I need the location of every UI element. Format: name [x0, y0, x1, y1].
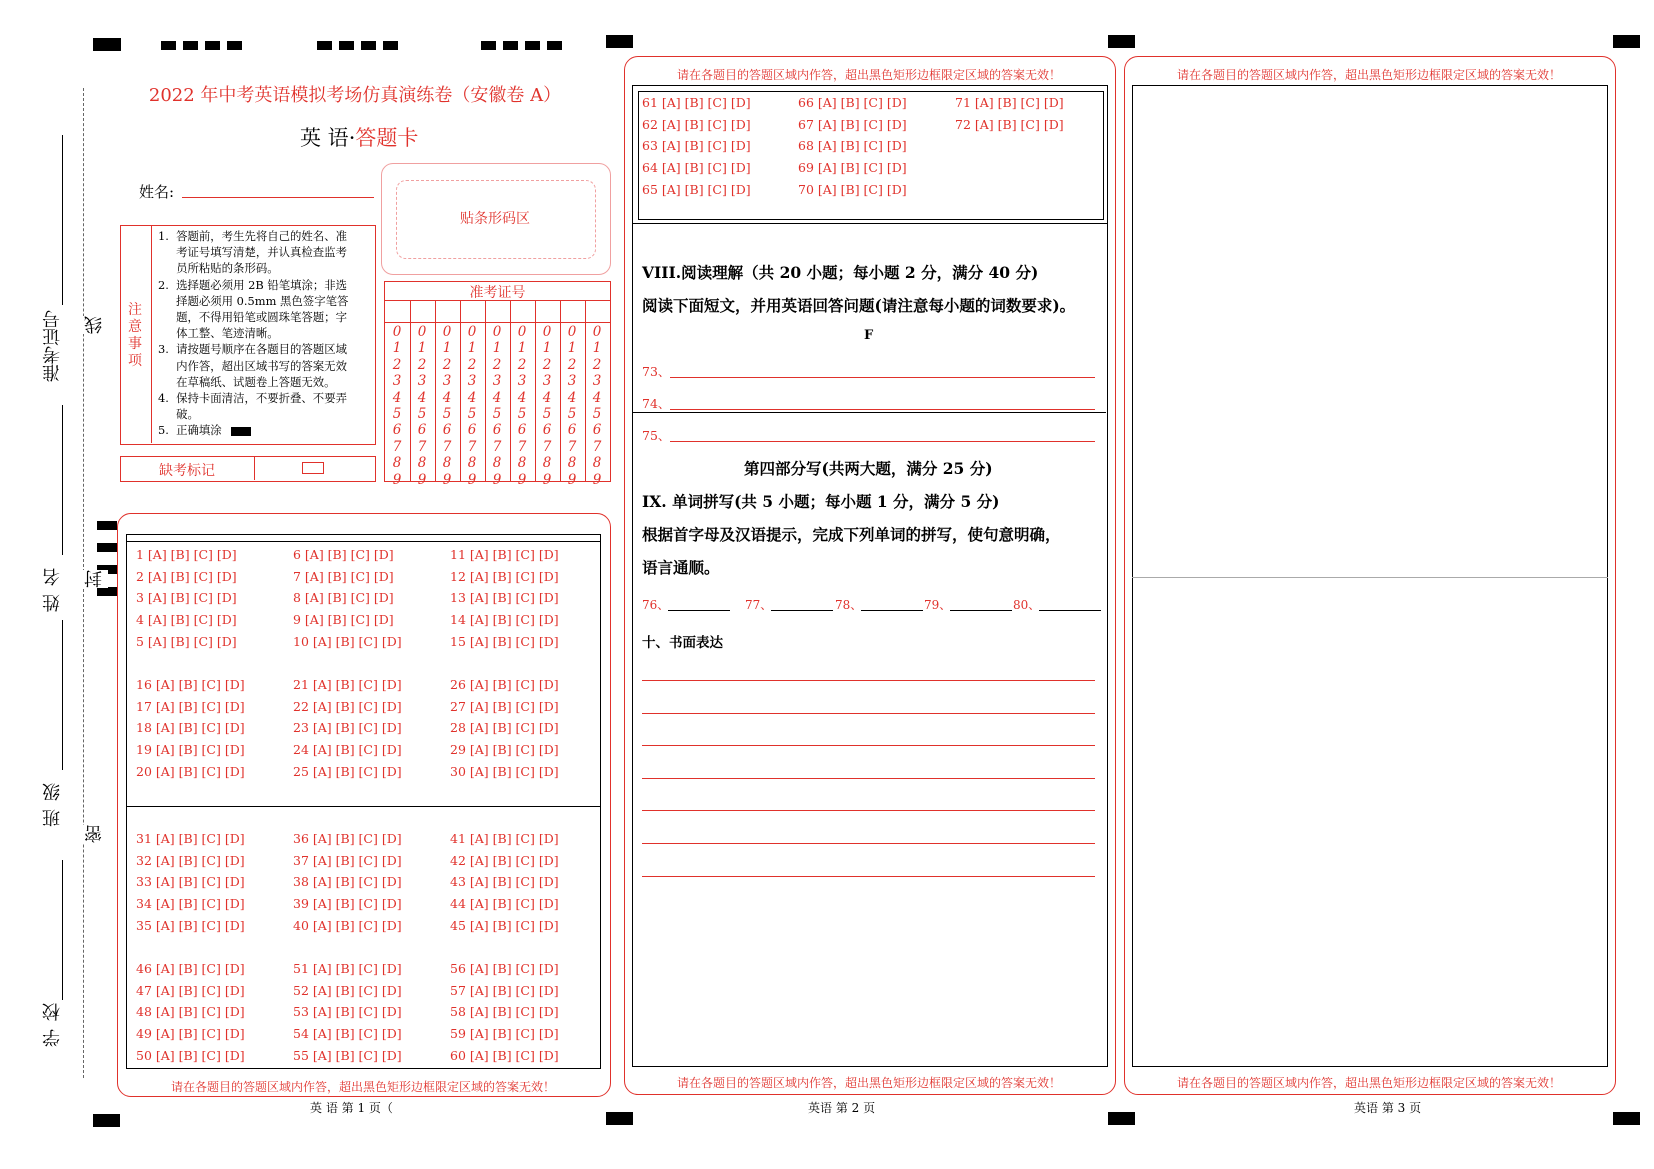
exam-id-digit[interactable]: 3 — [467, 373, 477, 390]
choice-question[interactable]: 53 [A] [B] [C] [D] — [293, 1004, 402, 1020]
exam-id-digit[interactable]: 8 — [517, 455, 527, 472]
choice-question[interactable]: 25 [A] [B] [C] [D] — [293, 763, 402, 779]
side-label-name: 姓名 — [42, 560, 63, 612]
exam-id-digit[interactable]: 7 — [417, 438, 427, 455]
timing-mark — [547, 41, 562, 50]
choice-question[interactable]: 27 [A] [B] [C] [D] — [450, 698, 559, 714]
exam-id-grid[interactable] — [385, 300, 610, 488]
part4-title: 第四部分写(共两大题，满分 25 分) — [744, 459, 993, 478]
exam-id-digit[interactable]: 3 — [417, 373, 427, 390]
exam-id-digit[interactable]: 5 — [567, 406, 577, 423]
name-underline — [62, 405, 63, 555]
q75-label: 75、 — [642, 428, 671, 443]
timing-mark — [1613, 35, 1640, 48]
exam-id-digit[interactable]: 1 — [392, 340, 402, 357]
exam-id-digit[interactable]: 4 — [567, 389, 577, 406]
choice-question[interactable]: 37 [A] [B] [C] [D] — [293, 852, 402, 868]
exam-id-digit[interactable]: 7 — [492, 438, 502, 455]
exam-id-digit[interactable]: 2 — [567, 356, 577, 373]
exam-id-digit[interactable]: 4 — [467, 389, 477, 406]
exam-id-digit[interactable]: 2 — [442, 356, 452, 373]
absent-checkbox[interactable] — [302, 462, 324, 474]
q73-label: 73、 — [642, 364, 671, 379]
choice-question[interactable]: 23 [A] [B] [C] [D] — [293, 720, 402, 736]
writing-line[interactable] — [642, 843, 1095, 844]
side-label-secret: 密 — [82, 825, 108, 843]
exam-id-digit[interactable]: 3 — [592, 373, 602, 390]
class-underline — [62, 620, 63, 770]
warning-page1: 请在各题目的答题区域内作答，超出黑色矩形边框限定区域的答案无效！ — [170, 1080, 555, 1094]
choice-question[interactable]: 34 [A] [B] [C] [D] — [136, 896, 245, 912]
page-title: 2022 年中考英语模拟考场仿真演练卷（安徽卷 A） — [148, 85, 562, 106]
exam-id-digit[interactable]: 1 — [467, 340, 477, 357]
absent-divider — [254, 456, 255, 480]
note-line: 2. 选择题必须用 2B 铅笔填涂；非选 — [158, 277, 348, 292]
exam-id-digit[interactable]: 0 — [442, 324, 452, 340]
page3-divider — [1132, 577, 1608, 578]
exam-id-column-divider — [585, 300, 586, 481]
choice-question[interactable]: 16 [A] [B] [C] [D] — [136, 677, 245, 692]
choice-question[interactable]: 6 [A] [B] [C] [D] — [293, 547, 394, 562]
barcode-label: 贴条形码区 — [460, 211, 530, 227]
exam-id-digit[interactable]: 6 — [417, 422, 427, 439]
answer-frame-top-line — [126, 541, 601, 542]
side-label-class: 班级 — [42, 775, 63, 827]
q75-answer-line[interactable] — [670, 441, 1095, 442]
footer-page3: 英语 第 3 页 — [1354, 1101, 1422, 1115]
section-divider — [632, 412, 1106, 413]
card-subtitle — [300, 122, 418, 152]
timing-mark — [1108, 35, 1135, 48]
name-label: 姓名: — [139, 183, 175, 201]
note-line: 3. 请按题号顺序在各题目的答题区域 — [158, 342, 347, 357]
note-line: 破。 — [158, 407, 199, 422]
exam-id-column-divider — [535, 300, 536, 481]
section8-instructions: 阅读下面短文，并用英语回答问题(请注意每小题的词数要求)。 — [642, 296, 1076, 315]
section9-instructions-2: 语言通顺。 — [642, 558, 720, 577]
exam-id-digit[interactable]: 9 — [442, 471, 452, 488]
exam-id-digit-column[interactable] — [537, 324, 557, 488]
exam-id-digit[interactable]: 3 — [392, 373, 402, 390]
exam-id-digit[interactable]: 1 — [492, 340, 502, 357]
choice-question[interactable]: 51 [A] [B] [C] [D] — [293, 961, 402, 976]
spelling-question[interactable]: 80、 — [1013, 598, 1041, 612]
q74-answer-line[interactable] — [670, 409, 1095, 410]
timing-mark — [93, 38, 121, 51]
choice-question[interactable]: 43 [A] [B] [C] [D] — [450, 874, 559, 890]
exam-id-digit[interactable]: 1 — [542, 340, 552, 357]
exam-id-digit[interactable]: 9 — [417, 471, 427, 488]
exam-id-digit[interactable]: 3 — [542, 373, 552, 390]
choice-question[interactable]: 62 [A] [B] [C] [D] — [642, 116, 751, 132]
exam-id-digit[interactable]: 5 — [392, 406, 402, 423]
middle-dot: · — [348, 126, 356, 150]
choice-question[interactable]: 26 [A] [B] [C] [D] — [450, 677, 559, 692]
passage-letter: F — [864, 328, 874, 343]
choice-question[interactable]: 38 [A] [B] [C] [D] — [293, 874, 402, 890]
choice-inner-frame — [638, 91, 1104, 220]
exam-id-digit[interactable]: 1 — [567, 340, 577, 357]
timing-mark — [525, 41, 540, 50]
note-line: 考证号填写清楚，并认真检查监考 — [158, 245, 347, 260]
choice-question[interactable]: 65 [A] [B] [C] [D] — [642, 181, 751, 197]
exam-id-digit[interactable]: 1 — [442, 340, 452, 357]
exam-id-underline — [62, 135, 63, 305]
choice-question[interactable]: 54 [A] [B] [C] [D] — [293, 1026, 402, 1042]
choice-question[interactable]: 2 [A] [B] [C] [D] — [136, 568, 237, 584]
exam-id-digit[interactable]: 5 — [542, 406, 552, 423]
choice-question[interactable]: 1 [A] [B] [C] [D] — [136, 547, 237, 562]
name-field[interactable] — [182, 197, 374, 198]
exam-id-digit-column[interactable] — [412, 324, 432, 488]
choice-question[interactable]: 57 [A] [B] [C] [D] — [450, 982, 559, 998]
school-underline — [62, 860, 63, 1000]
timing-mark — [1108, 1112, 1135, 1125]
exam-id-digit[interactable]: 2 — [592, 356, 602, 373]
exam-id-digit[interactable]: 2 — [517, 356, 527, 373]
exam-id-digit[interactable]: 4 — [392, 389, 402, 406]
exam-id-digit[interactable]: 7 — [542, 438, 552, 455]
spelling-question[interactable]: 79、 — [924, 598, 952, 612]
spelling-answer-line[interactable] — [771, 610, 833, 611]
note-line: 在草稿纸、试题卷上答题无效。 — [158, 374, 336, 389]
choice-question[interactable]: 30 [A] [B] [C] [D] — [450, 763, 559, 779]
choice-question[interactable]: 56 [A] [B] [C] [D] — [450, 961, 559, 976]
timing-mark — [383, 41, 398, 50]
exam-id-digit-column[interactable] — [437, 324, 457, 488]
exam-id-digit[interactable]: 0 — [542, 324, 552, 340]
choice-question[interactable]: 33 [A] [B] [C] [D] — [136, 874, 245, 890]
spelling-answer-line[interactable] — [1039, 610, 1101, 611]
timing-mark — [205, 41, 220, 50]
q73-answer-line[interactable] — [670, 377, 1095, 378]
choice-question[interactable]: 52 [A] [B] [C] [D] — [293, 982, 402, 998]
exam-id-digit[interactable]: 1 — [417, 340, 427, 357]
exam-id-digit[interactable]: 7 — [467, 438, 477, 455]
spelling-answer-line[interactable] — [861, 610, 923, 611]
exam-id-digit[interactable]: 6 — [492, 422, 502, 439]
exam-id-digit-column[interactable] — [462, 324, 482, 488]
note-fill-text: 5. 正确填涂 — [158, 423, 222, 438]
exam-id-digit[interactable]: 3 — [567, 373, 577, 390]
choice-question[interactable]: 21 [A] [B] [C] [D] — [293, 677, 402, 692]
answer-frame-divider — [126, 806, 601, 807]
exam-id-digit[interactable]: 9 — [492, 471, 502, 488]
writing-line[interactable] — [642, 680, 1095, 681]
writing-line[interactable] — [642, 876, 1095, 877]
choice-question[interactable]: 19 [A] [B] [C] [D] — [136, 742, 245, 758]
timing-mark — [361, 41, 376, 50]
exam-id-digit[interactable]: 6 — [467, 422, 477, 439]
choice-question[interactable]: 39 [A] [B] [C] [D] — [293, 896, 402, 912]
choice-question[interactable]: 58 [A] [B] [C] [D] — [450, 1004, 559, 1020]
absent-label: 缺考标记 — [159, 463, 215, 479]
side-label-seal: 封 — [82, 570, 108, 588]
choice-question[interactable]: 7 [A] [B] [C] [D] — [293, 568, 394, 584]
section10-title: 十、书面表达 — [642, 635, 723, 651]
timing-mark — [503, 41, 518, 50]
note-line: 1. 答题前，考生先将自己的姓名、准 — [158, 229, 347, 243]
section8-title: VIII.阅读理解（共 20 小题；每小题 2 分，满分 40 分) — [642, 263, 1039, 282]
footer-page1: 英 语 第 1 页（ — [310, 1101, 393, 1115]
exam-id-digit[interactable]: 9 — [517, 471, 527, 488]
timing-mark — [97, 543, 117, 552]
exam-id-digit[interactable]: 5 — [417, 406, 427, 423]
note-line: 员所粘贴的条形码。 — [158, 261, 279, 276]
timing-mark — [481, 41, 496, 50]
exam-id-digit[interactable]: 2 — [542, 356, 552, 373]
choice-question[interactable]: 22 [A] [B] [C] [D] — [293, 698, 402, 714]
timing-mark — [161, 41, 176, 50]
exam-id-digit[interactable]: 0 — [392, 324, 402, 340]
exam-id-digit[interactable]: 4 — [517, 389, 527, 406]
choice-question[interactable]: 41 [A] [B] [C] [D] — [450, 831, 559, 846]
exam-id-digit[interactable]: 8 — [567, 455, 577, 472]
timing-mark — [97, 521, 117, 530]
exam-id-digit[interactable]: 2 — [417, 356, 427, 373]
exam-id-digit[interactable]: 7 — [442, 438, 452, 455]
exam-id-digit[interactable]: 8 — [417, 455, 427, 472]
exam-id-digit[interactable]: 5 — [467, 406, 477, 423]
choice-question[interactable]: 18 [A] [B] [C] [D] — [136, 720, 245, 736]
choice-question[interactable]: 49 [A] [B] [C] [D] — [136, 1026, 245, 1042]
exam-id-digit[interactable]: 2 — [467, 356, 477, 373]
exam-id-digit[interactable]: 9 — [392, 471, 402, 488]
exam-id-digit[interactable]: 8 — [492, 455, 502, 472]
choice-question[interactable]: 17 [A] [B] [C] [D] — [136, 698, 245, 714]
timing-mark — [93, 1114, 120, 1127]
note-line: 4. 保持卡面清洁，不要折叠、不要弄 — [158, 391, 347, 406]
exam-id-digit[interactable]: 0 — [417, 324, 427, 340]
side-label-line: 线 — [82, 316, 108, 334]
exam-id-column-divider — [510, 300, 511, 481]
exam-id-digit[interactable]: 5 — [517, 406, 527, 423]
exam-id-column-divider — [410, 300, 411, 481]
choice-question[interactable]: 31 [A] [B] [C] [D] — [136, 831, 245, 846]
choice-question[interactable]: 44 [A] [B] [C] [D] — [450, 896, 559, 912]
notes-list — [158, 228, 370, 439]
exam-id-digit[interactable]: 4 — [417, 389, 427, 406]
exam-id-digit[interactable]: 9 — [592, 471, 602, 488]
choice-question[interactable]: 70 [A] [B] [C] [D] — [798, 181, 907, 197]
exam-id-column-divider — [560, 300, 561, 481]
exam-id-digit[interactable]: 1 — [517, 340, 527, 357]
exam-id-digit[interactable]: 9 — [567, 471, 577, 488]
choice-question[interactable]: 9 [A] [B] [C] [D] — [293, 612, 394, 628]
q74-label: 74、 — [642, 396, 671, 411]
choice-question[interactable]: 69 [A] [B] [C] [D] — [798, 160, 907, 176]
exam-id-digit-column[interactable] — [512, 324, 532, 488]
spelling-question[interactable]: 78、 — [835, 598, 863, 612]
choice-question[interactable]: 28 [A] [B] [C] [D] — [450, 720, 559, 736]
exam-id-column-divider — [460, 300, 461, 481]
timing-mark — [339, 41, 354, 50]
exam-id-digit[interactable]: 6 — [517, 422, 527, 439]
exam-id-digit[interactable]: 5 — [492, 406, 502, 423]
choice-question[interactable]: 48 [A] [B] [C] [D] — [136, 1004, 245, 1020]
exam-id-digit[interactable]: 4 — [592, 389, 602, 406]
exam-id-digit[interactable]: 6 — [592, 422, 602, 439]
timing-mark — [606, 1112, 633, 1125]
warning-page2-bottom: 请在各题目的答题区域内作答，超出黑色矩形边框限定区域的答案无效！ — [676, 1076, 1061, 1090]
exam-id-digit[interactable]: 7 — [392, 438, 402, 455]
exam-id-digit[interactable]: 1 — [592, 340, 602, 357]
timing-mark — [227, 41, 242, 50]
exam-id-digit-column[interactable] — [587, 324, 607, 488]
exam-id-digit[interactable]: 5 — [442, 406, 452, 423]
choice-question[interactable]: 47 [A] [B] [C] [D] — [136, 982, 245, 998]
choice-question[interactable]: 64 [A] [B] [C] [D] — [642, 160, 751, 176]
exam-id-digit[interactable]: 7 — [567, 438, 577, 455]
exam-id-digit[interactable]: 4 — [492, 389, 502, 406]
side-label-school: 学校 — [42, 995, 63, 1047]
writing-line[interactable] — [642, 810, 1095, 811]
side-label-exam-id: 准考证号 — [42, 310, 63, 382]
choice-question[interactable]: 13 [A] [B] [C] [D] — [450, 590, 559, 606]
choice-question[interactable]: 72 [A] [B] [C] [D] — [955, 116, 1064, 132]
exam-id-digit-column[interactable] — [562, 324, 582, 488]
exam-id-label: 准考证号 — [385, 282, 610, 301]
choice-question[interactable]: 20 [A] [B] [C] [D] — [136, 763, 245, 779]
choice-question[interactable]: 32 [A] [B] [C] [D] — [136, 852, 245, 868]
writing-line[interactable] — [642, 713, 1095, 714]
spelling-answer-line[interactable] — [950, 610, 1012, 611]
answer-card-label: 答题卡 — [355, 126, 419, 150]
spelling-answer-line[interactable] — [668, 610, 730, 611]
exam-id-digit[interactable]: 9 — [542, 471, 552, 488]
exam-id-digit[interactable]: 2 — [492, 356, 502, 373]
choice-question[interactable]: 24 [A] [B] [C] [D] — [293, 742, 402, 758]
exam-id-digit[interactable]: 8 — [392, 455, 402, 472]
note-line: 体工整、笔迹清晰。 — [158, 326, 279, 341]
choice-question[interactable]: 50 [A] [B] [C] [D] — [136, 1047, 245, 1063]
choice-question[interactable]: 10 [A] [B] [C] [D] — [293, 633, 402, 649]
exam-id-digit[interactable]: 8 — [542, 455, 552, 472]
exam-id-digit[interactable]: 0 — [517, 324, 527, 340]
choice-question[interactable]: 14 [A] [B] [C] [D] — [450, 612, 559, 628]
writing-line[interactable] — [642, 778, 1095, 779]
choice-question[interactable]: 4 [A] [B] [C] [D] — [136, 612, 237, 628]
note-line — [158, 422, 370, 438]
footer-page2: 英语 第 2 页 — [808, 1101, 876, 1115]
exam-id-digit[interactable]: 3 — [517, 373, 527, 390]
timing-mark — [317, 41, 332, 50]
choice-question[interactable]: 61 [A] [B] [C] [D] — [642, 95, 751, 110]
choice-question[interactable]: 59 [A] [B] [C] [D] — [450, 1026, 559, 1042]
notes-label: 注意事项 — [128, 302, 142, 369]
exam-id-digit[interactable]: 0 — [592, 324, 602, 340]
exam-id-digit[interactable]: 4 — [542, 389, 552, 406]
choice-question[interactable]: 36 [A] [B] [C] [D] — [293, 831, 402, 846]
subject-label: 英 语 — [300, 126, 349, 150]
choice-question[interactable]: 68 [A] [B] [C] [D] — [798, 138, 907, 154]
fill-sample — [231, 427, 251, 436]
exam-id-digit[interactable]: 0 — [492, 324, 502, 340]
choice-question[interactable]: 67 [A] [B] [C] [D] — [798, 116, 907, 132]
exam-id-digit[interactable]: 6 — [567, 422, 577, 439]
exam-id-digit[interactable]: 8 — [592, 455, 602, 472]
choice-question[interactable]: 60 [A] [B] [C] [D] — [450, 1047, 559, 1063]
warning-page3-top: 请在各题目的答题区域内作答，超出黑色矩形边框限定区域的答案无效！ — [1176, 68, 1561, 82]
choice-question[interactable]: 71 [A] [B] [C] [D] — [955, 95, 1064, 110]
choice-question[interactable]: 12 [A] [B] [C] [D] — [450, 568, 559, 584]
choice-question[interactable]: 8 [A] [B] [C] [D] — [293, 590, 394, 606]
choice-question[interactable]: 15 [A] [B] [C] [D] — [450, 633, 559, 649]
exam-id-digit[interactable]: 5 — [592, 406, 602, 423]
exam-id-column-divider — [485, 300, 486, 481]
exam-id-digit[interactable]: 6 — [542, 422, 552, 439]
timing-mark — [606, 35, 633, 48]
warning-page3-bottom: 请在各题目的答题区域内作答，超出黑色矩形边框限定区域的答案无效！ — [1176, 1076, 1561, 1090]
spelling-question[interactable]: 76、 — [642, 598, 670, 612]
choice-question[interactable]: 42 [A] [B] [C] [D] — [450, 852, 559, 868]
exam-id-column-divider — [435, 300, 436, 481]
exam-id-digit-column[interactable] — [387, 324, 407, 488]
exam-id-box — [384, 281, 611, 488]
exam-id-digit[interactable]: 0 — [467, 324, 477, 340]
exam-id-digit[interactable]: 8 — [467, 455, 477, 472]
spelling-question[interactable]: 77、 — [745, 598, 773, 612]
exam-id-digit[interactable]: 3 — [442, 373, 452, 390]
exam-id-digit[interactable]: 4 — [442, 389, 452, 406]
note-line: 择题必须用 0.5mm 黑色签字笔答 — [158, 293, 349, 308]
exam-id-digit[interactable]: 8 — [442, 455, 452, 472]
choice-question[interactable]: 3 [A] [B] [C] [D] — [136, 590, 237, 606]
note-line: 题，不得用铅笔或圆珠笔答题；字 — [158, 310, 347, 325]
choice-question[interactable]: 11 [A] [B] [C] [D] — [450, 547, 559, 562]
choice-question[interactable]: 45 [A] [B] [C] [D] — [450, 917, 559, 933]
exam-id-digit[interactable]: 9 — [467, 471, 477, 488]
exam-id-digit[interactable]: 2 — [392, 356, 402, 373]
answer-frame-page3 — [1132, 85, 1608, 1067]
exam-id-digit-column[interactable] — [487, 324, 507, 488]
timing-mark — [97, 587, 117, 596]
exam-id-digit[interactable]: 6 — [442, 422, 452, 439]
choice-question[interactable]: 55 [A] [B] [C] [D] — [293, 1047, 402, 1063]
choice-question[interactable]: 29 [A] [B] [C] [D] — [450, 742, 559, 758]
choice-question[interactable]: 66 [A] [B] [C] [D] — [798, 95, 907, 110]
choice-question[interactable]: 5 [A] [B] [C] [D] — [136, 633, 237, 649]
section9-title: IX. 单词拼写(共 5 小题；每小题 1 分，满分 5 分) — [642, 492, 1000, 511]
exam-id-digit[interactable]: 7 — [592, 438, 602, 455]
choice-question[interactable]: 46 [A] [B] [C] [D] — [136, 961, 245, 976]
choice-question[interactable]: 63 [A] [B] [C] [D] — [642, 138, 751, 154]
section9-instructions-1: 根据首字母及汉语提示，完成下列单词的拼写，使句意明确， — [642, 525, 1061, 544]
timing-mark — [183, 41, 198, 50]
exam-id-digit[interactable]: 0 — [567, 324, 577, 340]
warning-page2-top: 请在各题目的答题区域内作答，超出黑色矩形边框限定区域的答案无效！ — [676, 68, 1061, 82]
writing-line[interactable] — [642, 745, 1095, 746]
exam-id-digit[interactable]: 3 — [492, 373, 502, 390]
choice-question[interactable]: 35 [A] [B] [C] [D] — [136, 917, 245, 933]
timing-mark — [1613, 1112, 1640, 1125]
exam-id-digit[interactable]: 7 — [517, 438, 527, 455]
note-line: 内作答，超出区域书写的答案无效 — [158, 358, 347, 373]
choice-question[interactable]: 40 [A] [B] [C] [D] — [293, 917, 402, 933]
exam-id-digit[interactable]: 6 — [392, 422, 402, 439]
